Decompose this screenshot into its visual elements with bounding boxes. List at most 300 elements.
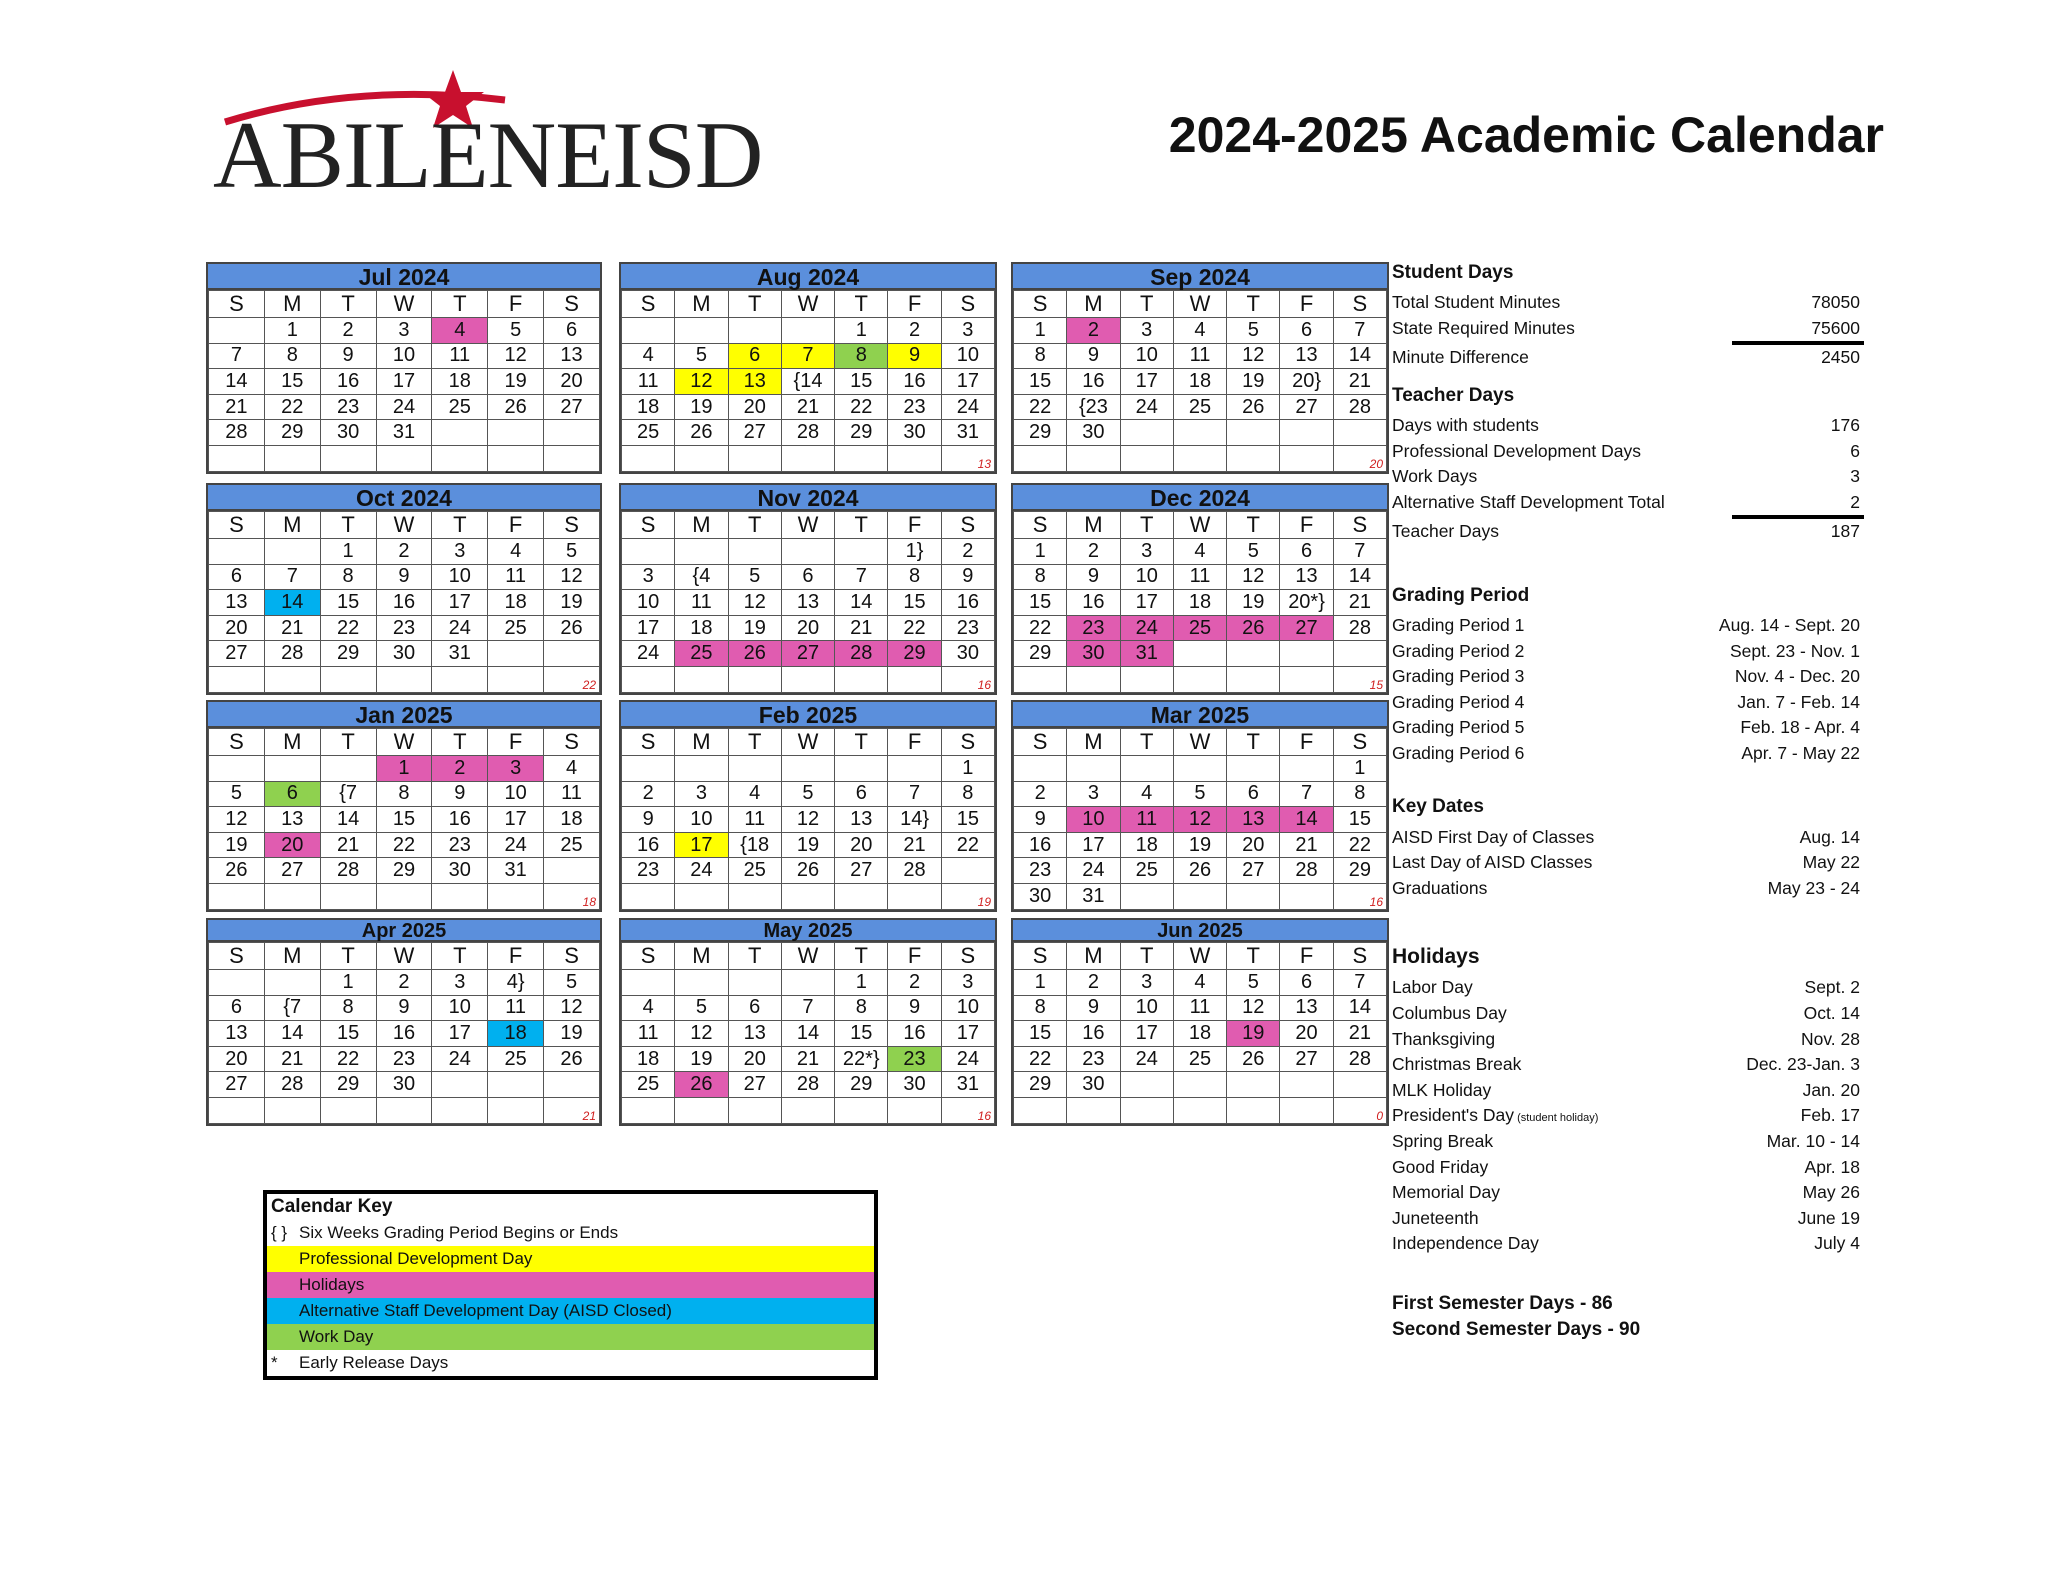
day-cell: [1227, 666, 1280, 692]
day-cell: 4}: [488, 970, 544, 996]
day-cell: 13: [209, 590, 265, 616]
week-row: [209, 590, 600, 616]
weekday-header-row: [1014, 943, 1387, 970]
weekday-label: T: [835, 943, 888, 970]
day-cell: 23: [1067, 615, 1120, 641]
weekday-label: T: [728, 943, 781, 970]
day-cell: 25: [1173, 394, 1226, 420]
day-cell: [888, 445, 941, 471]
day-cell: 19: [1227, 1021, 1280, 1047]
weekday-label: T: [432, 729, 488, 756]
day-cell: [432, 666, 488, 692]
week-row: [209, 807, 600, 833]
week-row: [622, 615, 995, 641]
week-row: [622, 420, 995, 446]
day-cell: 11: [675, 590, 728, 616]
weekday-label: M: [675, 729, 728, 756]
weekday-label: S: [1333, 943, 1386, 970]
day-cell: [432, 1097, 488, 1123]
day-cell: 27: [1227, 858, 1280, 884]
day-cell: 23: [1067, 1046, 1120, 1072]
day-cell: 20: [209, 1046, 265, 1072]
day-cell: [1120, 883, 1173, 909]
day-cell: [888, 883, 941, 909]
day-cell: 16: [1067, 590, 1120, 616]
day-cell: 29: [835, 1072, 888, 1098]
weekday-label: M: [264, 943, 320, 970]
month-title: Jul 2024: [208, 264, 600, 290]
day-cell: 21: [888, 832, 941, 858]
day-cell: [1067, 445, 1120, 471]
day-cell: 4: [622, 343, 675, 369]
info-row: [1392, 638, 1862, 664]
day-cell: [622, 666, 675, 692]
day-cell: 5: [1227, 539, 1280, 565]
info-note: (student holiday): [1514, 1112, 1599, 1125]
day-cell: 3: [488, 756, 544, 782]
instructional-day-count: 16: [977, 677, 991, 692]
weekday-label: T: [728, 512, 781, 539]
key-label: Early Release Days: [299, 1353, 449, 1372]
day-cell: 18: [544, 807, 600, 833]
day-cell: [728, 883, 781, 909]
day-cell: [1280, 1097, 1333, 1123]
weekday-header-row: [622, 729, 995, 756]
day-cell: 9: [941, 564, 994, 590]
day-cell: 2: [376, 539, 432, 565]
week-row: [209, 318, 600, 344]
day-cell: [264, 539, 320, 565]
day-cell: 1: [835, 970, 888, 996]
day-cell: [544, 1072, 600, 1098]
weekday-label: T: [728, 291, 781, 318]
day-cell: 16: [941, 590, 994, 616]
day-cell: [781, 445, 834, 471]
key-label: Work Day: [299, 1327, 374, 1346]
weekday-header-row: [209, 291, 600, 318]
day-cell: 9: [376, 995, 432, 1021]
month-calendar: [206, 262, 602, 474]
month-title: Mar 2025: [1013, 702, 1387, 728]
day-cell: 26: [1227, 615, 1280, 641]
day-cell: 21: [781, 394, 834, 420]
month-calendar: [1011, 918, 1389, 1126]
day-cell: [1227, 420, 1280, 446]
week-row: [1014, 343, 1387, 369]
weekday-label: S: [622, 943, 675, 970]
day-cell: 7: [781, 995, 834, 1021]
day-cell: 2: [888, 970, 941, 996]
day-cell: 10: [432, 564, 488, 590]
day-cell: 3: [1120, 970, 1173, 996]
day-cell: 31: [1120, 641, 1173, 667]
month-days-table: [621, 290, 995, 472]
weekday-label: W: [376, 291, 432, 318]
info-row: [1392, 490, 1862, 516]
day-cell: 6: [1280, 539, 1333, 565]
day-cell: 23: [888, 394, 941, 420]
day-cell: 27: [728, 420, 781, 446]
weekday-label: S: [544, 291, 600, 318]
day-cell: 15: [835, 1021, 888, 1047]
info-value: Mar. 10 - 14: [1766, 1130, 1860, 1151]
day-cell: {23: [1067, 394, 1120, 420]
grading-period-section: [1392, 585, 1862, 767]
week-row: [209, 756, 600, 782]
day-cell: 17: [941, 1021, 994, 1047]
day-cell: 20: [1280, 1021, 1333, 1047]
month-title: Jun 2025: [1013, 920, 1387, 942]
day-cell: 26: [1173, 858, 1226, 884]
weekday-label: F: [1280, 291, 1333, 318]
day-cell: [728, 539, 781, 565]
info-value: 78050: [1811, 292, 1860, 313]
weekday-label: F: [888, 943, 941, 970]
day-cell: 17: [488, 807, 544, 833]
week-row: [1014, 781, 1387, 807]
day-cell: [675, 970, 728, 996]
day-cell: [675, 1097, 728, 1123]
day-cell: [781, 883, 834, 909]
day-cell: [781, 539, 834, 565]
day-cell: 7: [781, 343, 834, 369]
week-row: [209, 564, 600, 590]
day-cell: 16: [376, 1021, 432, 1047]
day-cell: 15: [264, 369, 320, 395]
day-cell: 18: [488, 1021, 544, 1047]
day-cell: 31: [376, 420, 432, 446]
day-cell: 19: [675, 1046, 728, 1072]
day-cell: 4: [432, 318, 488, 344]
day-cell: [1280, 666, 1333, 692]
info-label: Teacher Days: [1392, 521, 1499, 542]
day-cell: 14: [835, 590, 888, 616]
weekday-label: M: [675, 291, 728, 318]
day-cell: 25: [728, 858, 781, 884]
weekday-label: W: [1173, 729, 1226, 756]
day-cell: 30: [1067, 641, 1120, 667]
day-cell: 6: [835, 781, 888, 807]
day-cell: 16: [1067, 1021, 1120, 1047]
week-row: [622, 858, 995, 884]
day-cell: 9: [1067, 343, 1120, 369]
day-cell: 18: [1173, 590, 1226, 616]
month-calendar: [619, 262, 997, 474]
weekday-label: W: [1173, 943, 1226, 970]
day-cell: 9: [432, 781, 488, 807]
day-cell: 19: [1173, 832, 1226, 858]
day-cell: 23: [376, 1046, 432, 1072]
day-cell: 24: [376, 394, 432, 420]
day-cell: 15: [1014, 1021, 1067, 1047]
day-cell: [544, 420, 600, 446]
weekday-label: T: [1120, 943, 1173, 970]
info-label: Thanksgiving: [1392, 1028, 1496, 1049]
week-row: [622, 445, 995, 471]
day-cell: 13: [1280, 564, 1333, 590]
day-cell: [1067, 666, 1120, 692]
day-cell: 9: [1014, 807, 1067, 833]
day-cell: {7: [264, 995, 320, 1021]
day-cell: 31: [941, 420, 994, 446]
month-calendar: [206, 483, 602, 695]
day-cell: [320, 1097, 376, 1123]
week-row: [622, 1072, 995, 1098]
day-cell: [888, 666, 941, 692]
day-cell: [1120, 445, 1173, 471]
day-cell: 24: [1120, 1046, 1173, 1072]
day-cell: 5: [781, 781, 834, 807]
day-cell: 9: [888, 343, 941, 369]
weekday-label: T: [1120, 512, 1173, 539]
weekday-label: S: [209, 729, 265, 756]
day-cell: 7: [1333, 970, 1386, 996]
day-cell: 3: [432, 539, 488, 565]
week-row: [622, 641, 995, 667]
day-cell: 29: [1014, 641, 1067, 667]
day-cell: 10: [488, 781, 544, 807]
weekday-label: W: [781, 512, 834, 539]
month-days-table: [1013, 290, 1387, 472]
day-cell: 21: [1280, 832, 1333, 858]
day-cell: 14}: [888, 807, 941, 833]
day-cell: 14: [209, 369, 265, 395]
day-cell: 28: [888, 858, 941, 884]
weekday-header-row: [1014, 729, 1387, 756]
day-cell: 15: [320, 1021, 376, 1047]
week-row: [622, 756, 995, 782]
day-cell: 22: [320, 1046, 376, 1072]
week-row: [622, 970, 995, 996]
info-row: [1392, 345, 1862, 371]
day-cell: [1280, 420, 1333, 446]
day-cell: 20*}: [1280, 590, 1333, 616]
info-row: [1392, 1001, 1862, 1027]
day-cell: [1333, 883, 1386, 909]
info-value: Feb. 17: [1800, 1105, 1860, 1126]
info-row: [1392, 715, 1862, 741]
week-row: [1014, 1021, 1387, 1047]
weekday-label: T: [1120, 291, 1173, 318]
info-label: Spring Break: [1392, 1130, 1494, 1151]
info-value: June 19: [1797, 1207, 1860, 1228]
day-cell: 14: [264, 1021, 320, 1047]
day-cell: 6: [209, 564, 265, 590]
day-cell: 26: [728, 641, 781, 667]
day-cell: 17: [622, 615, 675, 641]
day-cell: [941, 445, 994, 471]
day-cell: 8: [1014, 343, 1067, 369]
info-row: [1392, 1103, 1862, 1129]
day-cell: 19: [544, 590, 600, 616]
day-cell: [1333, 420, 1386, 446]
week-row: [1014, 807, 1387, 833]
week-row: [622, 832, 995, 858]
day-cell: 20: [544, 369, 600, 395]
weekday-label: S: [941, 729, 994, 756]
day-cell: 28: [209, 420, 265, 446]
weekday-label: T: [728, 729, 781, 756]
day-cell: 18: [675, 615, 728, 641]
info-row: [1392, 519, 1862, 545]
day-cell: 27: [728, 1072, 781, 1098]
day-cell: 10: [675, 807, 728, 833]
info-panel: [1392, 262, 1862, 1345]
info-label: Days with students: [1392, 415, 1539, 436]
day-cell: 21: [1333, 1021, 1386, 1047]
week-row: [1014, 641, 1387, 667]
day-cell: 29: [1014, 1072, 1067, 1098]
day-cell: [1173, 666, 1226, 692]
info-label: AISD First Day of Classes: [1392, 826, 1595, 847]
weekday-label: W: [781, 943, 834, 970]
day-cell: 22: [1014, 1046, 1067, 1072]
day-cell: 10: [1120, 343, 1173, 369]
day-cell: 7: [209, 343, 265, 369]
day-cell: 8: [835, 995, 888, 1021]
info-label: Professional Development Days: [1392, 440, 1642, 461]
day-cell: 30: [1067, 1072, 1120, 1098]
week-row: [209, 832, 600, 858]
day-cell: [835, 1097, 888, 1123]
day-cell: 15: [835, 369, 888, 395]
day-cell: [376, 445, 432, 471]
day-cell: 20: [728, 394, 781, 420]
weekday-label: T: [1227, 943, 1280, 970]
day-cell: [622, 756, 675, 782]
day-cell: [622, 883, 675, 909]
day-cell: 1: [320, 539, 376, 565]
day-cell: {14: [781, 369, 834, 395]
day-cell: [888, 1097, 941, 1123]
day-cell: 7: [1333, 539, 1386, 565]
day-cell: [488, 1097, 544, 1123]
week-row: [209, 445, 600, 471]
day-cell: 12: [1227, 343, 1280, 369]
info-row: [1392, 1026, 1862, 1052]
section-title: Holidays: [1392, 945, 1480, 969]
month-days-table: [1013, 942, 1387, 1124]
day-cell: 2: [888, 318, 941, 344]
week-row: [209, 1021, 600, 1047]
day-cell: 25: [1120, 858, 1173, 884]
first-semester-days: First Semester Days - 86: [1392, 1292, 1613, 1314]
day-cell: 29: [1014, 420, 1067, 446]
weekday-label: W: [376, 512, 432, 539]
day-cell: 5: [209, 781, 265, 807]
day-cell: 2: [432, 756, 488, 782]
month-days-table: [1013, 728, 1387, 910]
day-cell: 21: [1333, 369, 1386, 395]
day-cell: 27: [1280, 615, 1333, 641]
week-row: [622, 590, 995, 616]
day-cell: [376, 1097, 432, 1123]
weekday-header-row: [622, 943, 995, 970]
day-cell: 11: [544, 781, 600, 807]
day-cell: [376, 666, 432, 692]
key-dates-section: [1392, 796, 1862, 901]
day-cell: 16: [888, 1021, 941, 1047]
day-cell: 11: [622, 1021, 675, 1047]
day-cell: 2: [941, 539, 994, 565]
weekday-label: F: [888, 729, 941, 756]
day-cell: [1173, 641, 1226, 667]
key-label: Holidays: [299, 1275, 365, 1294]
info-label: State Required Minutes: [1392, 317, 1575, 338]
day-cell: [1173, 756, 1226, 782]
day-cell: 16: [622, 832, 675, 858]
day-cell: 10: [1120, 995, 1173, 1021]
info-row: [1392, 413, 1862, 439]
weekday-label: T: [320, 943, 376, 970]
day-cell: 22: [1014, 394, 1067, 420]
day-cell: 7: [1280, 781, 1333, 807]
day-cell: 26: [1227, 394, 1280, 420]
day-cell: 20: [728, 1046, 781, 1072]
day-cell: 4: [1173, 539, 1226, 565]
day-cell: [781, 318, 834, 344]
day-cell: [1120, 1072, 1173, 1098]
week-row: [209, 394, 600, 420]
day-cell: [320, 666, 376, 692]
month-days-table: [1013, 511, 1387, 693]
month-calendar: [1011, 700, 1389, 912]
day-cell: [320, 756, 376, 782]
day-cell: 14: [264, 590, 320, 616]
day-cell: [728, 666, 781, 692]
info-value: Aug. 14: [1799, 826, 1860, 847]
day-cell: 13: [728, 1021, 781, 1047]
day-cell: [264, 970, 320, 996]
day-cell: 5: [544, 970, 600, 996]
info-label: Memorial Day: [1392, 1182, 1500, 1203]
day-cell: 27: [1280, 1046, 1333, 1072]
day-cell: 2: [1067, 539, 1120, 565]
day-cell: 14: [1280, 807, 1333, 833]
day-cell: 6: [209, 995, 265, 1021]
instructional-day-count: 15: [1369, 677, 1383, 692]
month-calendar: [619, 483, 997, 695]
day-cell: 15: [1014, 369, 1067, 395]
day-cell: 24: [1120, 394, 1173, 420]
day-cell: 9: [320, 343, 376, 369]
day-cell: 23: [941, 615, 994, 641]
day-cell: [264, 666, 320, 692]
day-cell: 8: [835, 343, 888, 369]
info-label: Graduations: [1392, 877, 1488, 898]
day-cell: [1280, 1072, 1333, 1098]
day-cell: [209, 445, 265, 471]
week-row: [622, 318, 995, 344]
calendar-key-item: [267, 1324, 874, 1350]
day-cell: 30: [376, 1072, 432, 1098]
day-cell: 25: [488, 615, 544, 641]
day-cell: [1120, 666, 1173, 692]
day-cell: 14: [1333, 564, 1386, 590]
day-cell: 27: [209, 641, 265, 667]
info-value: Nov. 4 - Dec. 20: [1734, 666, 1860, 687]
info-label: MLK Holiday: [1392, 1079, 1492, 1100]
day-cell: 12: [1227, 564, 1280, 590]
week-row: [1014, 858, 1387, 884]
day-cell: 29: [264, 420, 320, 446]
info-row: [1392, 1231, 1862, 1257]
key-label: Six Weeks Grading Period Begins or Ends: [299, 1223, 619, 1242]
day-cell: [781, 666, 834, 692]
info-label: President's Day (student holiday): [1392, 1105, 1599, 1126]
day-cell: [728, 318, 781, 344]
day-cell: 27: [209, 1072, 265, 1098]
